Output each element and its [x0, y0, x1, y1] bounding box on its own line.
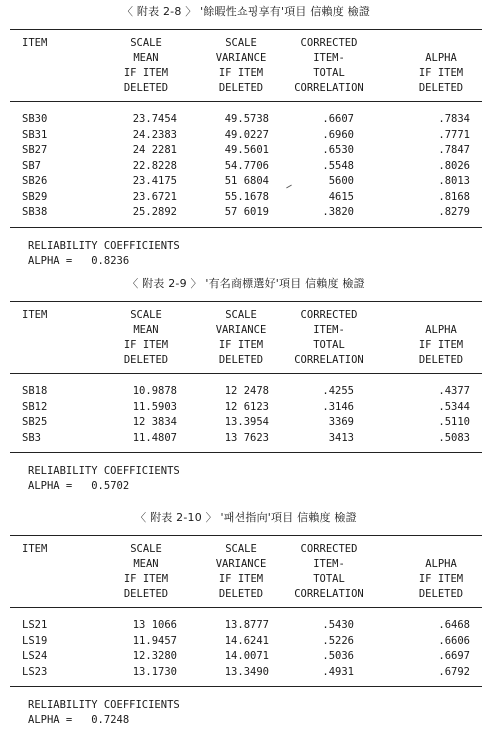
variance-cell: 13 7623: [224, 431, 269, 444]
correlation-cell: .6530: [322, 144, 354, 156]
header-correlation-line: CORRELATION: [294, 354, 364, 366]
header-correlation-line: CORRECTED: [300, 543, 358, 555]
table-row: [0, 128, 492, 143]
mean-cell: 13 1066: [132, 619, 177, 631]
header-variance: [205, 36, 277, 96]
header-variance-line: DELETED: [218, 588, 264, 600]
header-alpha-line: DELETED: [418, 588, 464, 600]
top-rule: [10, 29, 482, 30]
header-variance-line: VARIANCE: [215, 324, 267, 336]
reliability-coefficients-label: RELIABILITY COEFFICIENTS: [28, 699, 180, 711]
header-alpha: [408, 36, 474, 96]
header-alpha-line: [408, 542, 474, 557]
item-cell: LS21: [22, 619, 48, 631]
correlation-cell: 3369: [328, 416, 354, 428]
table-row: [0, 618, 492, 633]
top-rule: [10, 535, 482, 536]
variance-cell: 13.3490: [224, 665, 269, 678]
header-correlation-line: CORRECTED: [300, 37, 358, 49]
top-rule: [10, 301, 482, 302]
bottom-rule: [10, 452, 482, 453]
variance-cell: 14.0071: [224, 650, 269, 662]
header-mean-line: SCALE: [130, 37, 162, 49]
header-alpha-line: ALPHA: [425, 324, 457, 336]
correlation-cell: 5600: [328, 175, 354, 187]
item-cell: SB7: [22, 159, 41, 172]
header-variance-line: DELETED: [218, 82, 264, 94]
header-alpha-line: IF ITEM: [418, 67, 464, 79]
bottom-rule: [10, 686, 482, 687]
correlation-cell: .5036: [322, 650, 354, 662]
mean-cell: 23.4175: [132, 175, 177, 187]
alpha-cell: .8279: [438, 206, 470, 218]
item-cell: SB29: [22, 190, 48, 203]
alpha-cell: .6606: [438, 634, 470, 647]
header-variance: [205, 542, 277, 602]
correlation-cell: .5226: [322, 634, 354, 647]
correlation-cell: .4255: [322, 385, 354, 397]
header-variance-line: IF ITEM: [218, 339, 264, 351]
header-item: [22, 36, 82, 51]
header-item: [22, 542, 82, 557]
alpha-value: 0.7248: [91, 714, 130, 726]
header-alpha-line: IF ITEM: [418, 573, 464, 585]
table-row: [0, 159, 492, 174]
header-correlation-line: ITEM-: [313, 324, 345, 336]
variance-cell: 13.8777: [224, 619, 269, 631]
variance-cell: 57 6019: [224, 206, 269, 218]
alpha-cell: .8168: [438, 190, 470, 203]
alpha-cell: .4377: [438, 385, 470, 397]
table-row: [0, 634, 492, 649]
item-cell: SB12: [22, 400, 48, 413]
header-mean-line: SCALE: [130, 543, 162, 555]
table-row: [0, 190, 492, 205]
alpha-label: ALPHA =: [28, 714, 73, 726]
variance-cell: 12 2478: [224, 385, 269, 397]
header-correlation: [286, 542, 372, 602]
table-row: [0, 431, 492, 446]
item-cell: SB27: [22, 144, 48, 156]
header-variance-line: IF ITEM: [218, 573, 264, 585]
table-row: [0, 174, 492, 189]
header-correlation: [286, 308, 372, 368]
alpha-cell: .6697: [438, 650, 470, 662]
header-correlation-line: TOTAL: [313, 573, 345, 585]
alpha-cell: .7847: [438, 144, 470, 156]
header-correlation-line: CORRECTED: [300, 309, 358, 321]
correlation-cell: .6960: [322, 128, 354, 141]
variance-cell: 51 6804: [224, 175, 269, 187]
item-cell: LS24: [22, 650, 48, 662]
item-cell: SB18: [22, 385, 48, 397]
item-cell: LS23: [22, 665, 48, 678]
header-variance-line: VARIANCE: [215, 558, 267, 570]
header-mean-line: DELETED: [123, 82, 169, 94]
header-item-label: ITEM: [22, 543, 48, 555]
table-row: [0, 143, 492, 158]
header-alpha-line: DELETED: [418, 82, 464, 94]
alpha-value: 0.5702: [91, 480, 130, 492]
header-mean-line: MEAN: [133, 558, 159, 570]
mean-cell: 24.2383: [132, 128, 177, 141]
mean-cell: 12 3834: [132, 416, 177, 428]
header-item-label: ITEM: [22, 309, 48, 321]
variance-cell: 49.5738: [224, 113, 269, 125]
correlation-cell: 4615: [328, 190, 354, 203]
header-variance-line: SCALE: [225, 543, 257, 555]
header-correlation-line: TOTAL: [313, 67, 345, 79]
table-row: [0, 384, 492, 399]
correlation-cell: .6607: [322, 113, 354, 125]
mean-cell: 10.9878: [132, 385, 177, 397]
header-correlation-line: TOTAL: [313, 339, 345, 351]
alpha-cell: .5344: [438, 400, 470, 413]
header-mean-line: MEAN: [133, 52, 159, 64]
item-cell: SB26: [22, 175, 48, 187]
mean-cell: 12.3280: [132, 650, 177, 662]
alpha-cell: .8013: [438, 175, 470, 187]
mean-cell: 11.4807: [132, 431, 177, 444]
item-cell: SB30: [22, 113, 48, 125]
correlation-cell: 3413: [328, 431, 354, 444]
alpha-cell: .6468: [438, 619, 470, 631]
item-cell: SB38: [22, 206, 48, 218]
correlation-cell: .3820: [322, 206, 354, 218]
alpha-line: [28, 479, 129, 494]
variance-cell: 49.0227: [224, 128, 269, 141]
mean-cell: 22.8228: [132, 159, 177, 172]
header-mean: [112, 542, 180, 602]
alpha-cell: .6792: [438, 665, 470, 678]
header-alpha-line: [408, 308, 474, 323]
alpha-value: 0.8236: [91, 254, 130, 267]
header-variance-line: SCALE: [225, 37, 257, 49]
item-cell: SB3: [22, 431, 41, 444]
header-mean: [112, 36, 180, 96]
header-correlation-line: ITEM-: [313, 558, 345, 570]
variance-cell: 13.3954: [224, 416, 269, 428]
header-alpha-line: ALPHA: [425, 52, 457, 64]
alpha-cell: .5110: [438, 416, 470, 428]
header-mean: [112, 308, 180, 368]
mean-cell: 23.6721: [132, 190, 177, 203]
alpha-label: ALPHA =: [28, 480, 73, 492]
alpha-cell: .7834: [438, 113, 470, 125]
alpha-cell: .8026: [438, 159, 470, 172]
table-row: [0, 415, 492, 430]
variance-cell: 14.6241: [224, 634, 269, 647]
table-row: [0, 649, 492, 664]
mean-cell: 13.1730: [132, 665, 177, 678]
header-mean-line: DELETED: [123, 354, 169, 366]
alpha-line: [28, 254, 129, 269]
header-correlation-line: CORRELATION: [294, 82, 364, 94]
header-correlation-line: CORRELATION: [294, 588, 364, 600]
header-rule: [10, 101, 482, 102]
table-row: [0, 400, 492, 415]
item-cell: LS19: [22, 634, 48, 647]
table-row: [0, 112, 492, 127]
mean-cell: 11.9457: [132, 634, 177, 647]
header-variance-line: IF ITEM: [218, 67, 264, 79]
mean-cell: 11.5903: [132, 400, 177, 413]
table-title: 〈 附表 2-10 〉 '패션指向'項目 信賴度 檢證: [135, 511, 357, 524]
header-variance-line: DELETED: [218, 354, 264, 366]
header-mean-line: IF ITEM: [123, 573, 169, 585]
header-alpha: [408, 542, 474, 602]
header-variance-line: VARIANCE: [215, 52, 267, 64]
table-title: 〈 附表 2-9 〉 '有名商標選好'項目 信賴度 檢證: [127, 277, 365, 290]
header-item: [22, 308, 82, 323]
alpha-label: ALPHA =: [28, 254, 73, 267]
reliability-coefficients-label: RELIABILITY COEFFICIENTS: [28, 465, 180, 477]
header-alpha-line: [408, 36, 474, 51]
mean-cell: 25.2892: [132, 206, 177, 218]
table-title: 〈 附表 2-8 〉 '餘暇性쇼핑享有'項目 信賴度 檢證: [121, 5, 371, 18]
variance-cell: 54.7706: [224, 159, 269, 172]
correlation-cell: .5430: [322, 619, 354, 631]
bottom-rule: [10, 227, 482, 228]
header-correlation-line: ITEM-: [313, 52, 345, 64]
header-variance-line: SCALE: [225, 309, 257, 321]
mean-cell: 23.7454: [132, 113, 177, 125]
header-mean-line: MEAN: [133, 324, 159, 336]
header-alpha-line: IF ITEM: [418, 339, 464, 351]
variance-cell: 49.5601: [224, 144, 269, 156]
header-mean-line: IF ITEM: [123, 67, 169, 79]
alpha-line: [28, 713, 129, 728]
item-cell: SB25: [22, 416, 48, 428]
header-rule: [10, 373, 482, 374]
variance-cell: 12 6123: [224, 400, 269, 413]
header-alpha-line: DELETED: [418, 354, 464, 366]
correlation-cell: .3146: [322, 400, 354, 413]
header-mean-line: DELETED: [123, 588, 169, 600]
header-variance: [205, 308, 277, 368]
header-correlation: [286, 36, 372, 96]
mean-cell: 24 2281: [132, 144, 177, 156]
header-alpha-line: ALPHA: [425, 558, 457, 570]
header-item-label: ITEM: [22, 37, 48, 49]
variance-cell: 55.1678: [224, 190, 269, 203]
correlation-cell: .4931: [322, 665, 354, 678]
alpha-cell: .7771: [438, 128, 470, 141]
header-mean-line: IF ITEM: [123, 339, 169, 351]
reliability-coefficients-label: RELIABILITY COEFFICIENTS: [28, 239, 180, 252]
correlation-cell: .5548: [322, 159, 354, 172]
table-row: [0, 665, 492, 680]
alpha-cell: .5083: [438, 431, 470, 444]
item-cell: SB31: [22, 128, 48, 141]
header-rule: [10, 607, 482, 608]
header-mean-line: SCALE: [130, 309, 162, 321]
header-alpha: [408, 308, 474, 368]
table-row: [0, 205, 492, 220]
